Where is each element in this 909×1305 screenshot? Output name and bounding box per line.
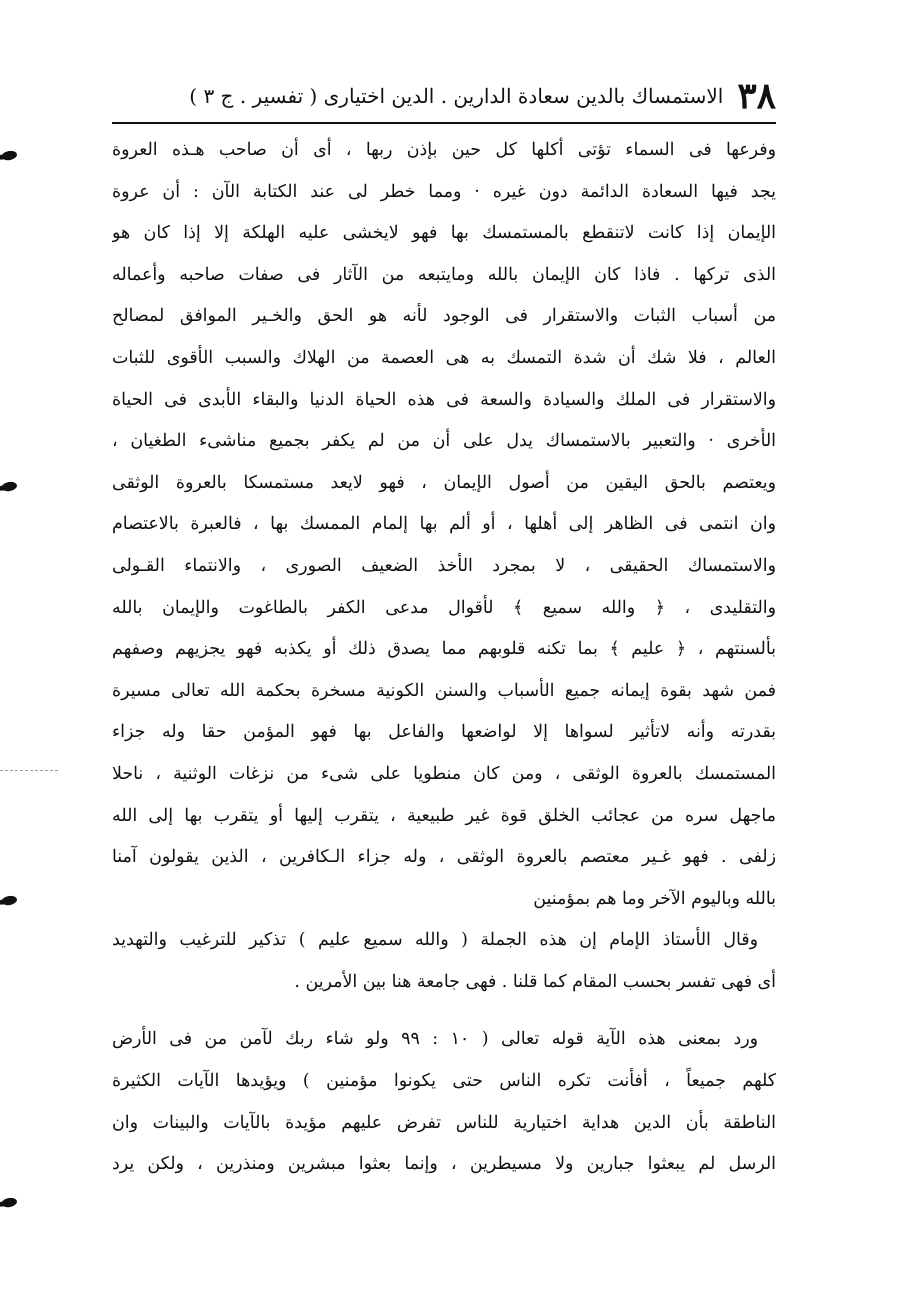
text-line: العالم ، فلا شك أن شدة التمسك به هى العصمة من الهلاك والسبب الأقوى للثبات: [112, 347, 776, 368]
margin-blot-mark: [1, 150, 18, 162]
text-line: يجد فيها السعادة الدائمة دون غيره · ومما خطر لى عند الكتابة الآن : أن عروة: [112, 181, 776, 202]
text-line: ورد بمعنى هذه الآية قوله تعالى ( ١٠ : ٩٩ ولو شاء ربك لآمن من فى الأرض: [112, 1029, 758, 1050]
text-line: المستمسك بالعروة الوثقى ، ومن كان منطويا على شىء من نزغات الوثنية ، ناحلا: [112, 763, 776, 784]
text-line: الإيمان إذا كانت لاتنقطع بالمستمسك بها فهو لايخشى عليه الهلكة إلا إذا كان هو: [112, 223, 776, 244]
text-line: وان انتمى فى الظاهر إلى أهلها ، أو ألم بها إلمام الممسك بها ، فالعبرة بالاعتصام: [112, 514, 776, 535]
body-text: [112, 130, 776, 1186]
text-line: بقدرته وأنه لاتأثير لسواها إلا لواضعها والفاعل بها فهو المؤمن حقا وله جزاء: [112, 722, 776, 743]
page-number: ٣٨: [737, 75, 776, 117]
text-line: أى فهى تفسر بحسب المقام كما قلنا . فهى جامعة هنا بين الأمرين .: [294, 971, 776, 992]
header-rule: [112, 122, 776, 124]
text-line: ماجهل سره من عجائب الخلق قوة غير طبيعية ، يتقرب إليها أو يتقرب بها إلى الله: [112, 805, 776, 826]
text-line: والتقليدى ، ﴿ والله سميع ﴾ لأقوال مدعى الكفر بالطاغوت والإيمان بالله: [112, 597, 776, 618]
text-line: من أسباب الثبات والاستقرار فى الوجود لأنه هو الحق والخـير الموافق لمصالح: [112, 306, 776, 327]
text-line: فمن شهد بقوة إيمانه جميع الأسباب والسنن الكونية مسخرة بحكمة الله تعالى مسيرة: [112, 680, 776, 701]
text-line: ويعتصم بالحق اليقين من أصول الإيمان ، فهو لايعد مستمسكا بالعروة الوثقى: [112, 472, 776, 493]
text-line: وفرعها فى السماء تؤتى أكلها كل حين بإذن ربها ، أى أن صاحب هـذه العروة: [112, 140, 776, 160]
text-line: بالله وباليوم الآخر وما هم بمؤمنين: [533, 888, 776, 909]
margin-blot-mark: [1, 1197, 18, 1209]
text-line: زلفى . فهو غـير معتصم بالعروة الوثقى ، وله جزاء الـكافرين ، الذين يقولون آمنا: [112, 847, 776, 868]
margin-blot-mark: [1, 895, 18, 907]
margin-blot-mark: [1, 481, 18, 493]
text-line: الرسل لم يبعثوا جبارين ولا مسيطرين ، وإنما بعثوا مبشرين ومنذرين ، ولكن يرد: [112, 1154, 776, 1175]
paragraph-gap: [112, 1003, 776, 1019]
text-line: وقال الأستاذ الإمام إن هذه الجملة ( والله سميع عليم ) تذكير للترغيب والتهديد: [112, 930, 758, 951]
scan-edge-mark: [0, 770, 58, 772]
text-line: الذى تركها . فاذا كان الإيمان بالله ومايتبعه من الآثار فى صفات صاحبه وأعماله: [112, 264, 776, 285]
text-line: الأخرى · والتعبير بالاستمساك يدل على أن من لم يكفر بجميع مناشىء الطغيان ،: [112, 431, 776, 452]
text-line: والاستقرار فى الملك والسيادة والسعة فى هذه الحياة الدنيا والبقاء الأبدى فى الحياة: [112, 389, 776, 410]
text-line: والاستمساك الحقيقى ، لا بمجرد الأخذ الضعيف الصورى ، والانتماء القـولى: [112, 555, 776, 576]
text-line: الناطقة بأن الدين هداية اختيارية للناس تفرض عليهم مؤيدة بالآيات والبينات وان: [112, 1112, 776, 1133]
text-line: كلهم جميعاً ، أفأنت تكره الناس حتى يكونوا مؤمنين ) ويؤيدها الآيات الكثيرة: [112, 1071, 776, 1092]
page-header: [112, 72, 776, 120]
running-title: الاستمساك بالدين سعادة الدارين . الدين اختيارى ( تفسير . ج ٣ ): [189, 84, 724, 108]
text-line: بألسنتهم ، ﴿ عليم ﴾ بما تكنه قلوبهم مما يصدق ذلك أو يكذبه فهو يجزيهم وصفهم: [112, 639, 776, 660]
